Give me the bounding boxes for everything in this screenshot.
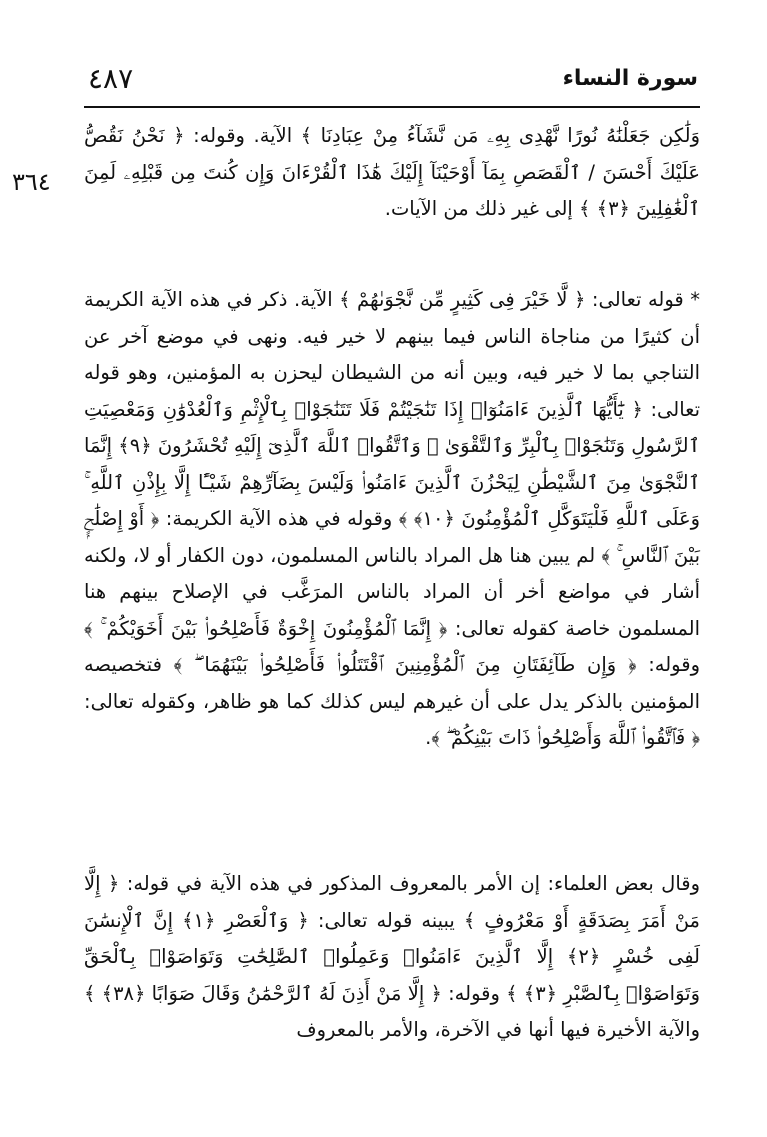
paragraph-3-text: وقال بعض العلماء: إن الأمر بالمعروف المذكور في هذه الآية في قوله: ﴿ إِلَّا مَنْ أَمَرَ بِصَدَقَةٍ أَوْ مَعْرُوفٍ ﴾ يبينه قوله تعالى: ﴿ وَٱلْعَصْرِ ﴿١﴾ إِنَّ ٱلْإِنسَٰنَ لَفِى خُسْرٍ ﴿٢﴾ إِلَّا ٱلَّذِينَ ءَامَنُوا۟ وَعَمِلُوا۟ ٱلصَّٰلِحَٰتِ وَتَوَاصَوْا۟ بِٱلْحَقِّ وَتَوَاصَوْا۟ بِٱلصَّبْرِ ﴿٣﴾ ﴾ وقوله: ﴿ إِلَّا مَنْ أَذِنَ لَهُ ٱلرَّحْمَٰنُ وَقَالَ صَوَابًا ﴿٣٨﴾ ﴾ والآية الأخيرة فيها أنها في الآخرة، والأمر بالمعروف — [84, 872, 700, 1041]
margin-page-reference: ٣٦٤ — [12, 168, 51, 196]
paragraph-1 — [84, 118, 700, 228]
paragraph-1-text: وَلَٰكِن جَعَلْنَٰهُ نُورًا نَّهْدِى بِهِۦ مَن نَّشَآءُ مِنْ عِبَادِنَا ﴾ الآية. وقوله: ﴿ نَحْنُ نَقُصُّ عَلَيْكَ أَحْسَنَ / ٱلْقَصَصِ بِمَآ أَوْحَيْنَآ إِلَيْكَ هَٰذَا ٱلْقُرْءَانَ وَإِن كُنتَ مِن قَبْلِهِۦ لَمِنَ ٱلْغَٰفِلِينَ ﴿٣﴾ ﴾ إلى غير ذلك من الآيات. — [84, 124, 700, 220]
header-divider — [84, 106, 700, 108]
page-header — [88, 60, 698, 104]
paragraph-2-text: * قوله تعالى: ﴿ لَّا خَيْرَ فِى كَثِيرٍ مِّن نَّجْوَىٰهُمْ ﴾ الآية. ذكر في هذه الآية الكريمة أن كثيرًا من مناجاة الناس فيما بينهم لا خير فيه. ونهى في موضع آخر عن التناجي بما لا خير فيه، وبين أنه من الشيطان ليحزن به المؤمنين، وهو قوله تعالى: ﴿ يَٰٓأَيُّهَا ٱلَّذِينَ ءَامَنُوٓا۟ إِذَا تَنَٰجَيْتُمْ فَلَا تَتَنَٰجَوْا۟ بِٱلْإِثْمِ وَٱلْعُدْوَٰنِ وَمَعْصِيَتِ ٱلرَّسُولِ وَتَنَٰجَوْا۟ بِٱلْبِرِّ وَٱلتَّقْوَىٰ ۖ وَٱتَّقُوا۟ ٱللَّهَ ٱلَّذِىٓ إِلَيْهِ تُحْشَرُونَ ﴿٩﴾ إِنَّمَا ٱلنَّجْوَىٰ مِنَ ٱلشَّيْطَٰنِ لِيَحْزُنَ ٱلَّذِينَ ءَامَنُوا۟ وَلَيْسَ بِضَآرِّهِمْ شَيْـًٔا إِلَّا بِإِذْنِ ٱللَّهِ ۚ وَعَلَى ٱللَّهِ فَلْيَتَوَكَّلِ ٱلْمُؤْمِنُونَ ﴿١٠﴾ ﴾ وقوله في هذه الآية الكريمة: ﴿ أَوْ إِصْلَٰحٍۭ بَيْنَ ٱلنَّاسِ ۚ ﴾ لم يبين هنا هل المراد بالناس المسلمون، دون الكفار أو لا، ولكنه أشار في مواضع أخر أن المراد بالناس المرَغَّب في الإصلاح بينهم هنا المسلمون خاصة كقوله تعالى: ﴿ إِنَّمَا ٱلْمُؤْمِنُونَ إِخْوَةٌ فَأَصْلِحُوا۟ بَيْنَ أَخَوَيْكُمْ ۚ ﴾ وقوله: ﴿ وَإِن طَآئِفَتَانِ مِنَ ٱلْمُؤْمِنِينَ ٱقْتَتَلُوا۟ فَأَصْلِحُوا۟ بَيْنَهُمَا ۖ ﴾ فتخصيصه المؤمنين بالذكر يدل على أن غيرهم ليس كذلك كما هو ظاهر، وكقوله تعالى: ﴿ فَٱتَّقُوا۟ ٱللَّهَ وَأَصْلِحُوا۟ ذَاتَ بَيْنِكُمْ ۖ ﴾. — [84, 288, 700, 749]
paragraph-2 — [84, 282, 700, 757]
page-number: ٤٨٧ — [88, 62, 134, 95]
surah-title: سورة النساء — [562, 66, 698, 91]
paragraph-3 — [84, 866, 700, 1049]
